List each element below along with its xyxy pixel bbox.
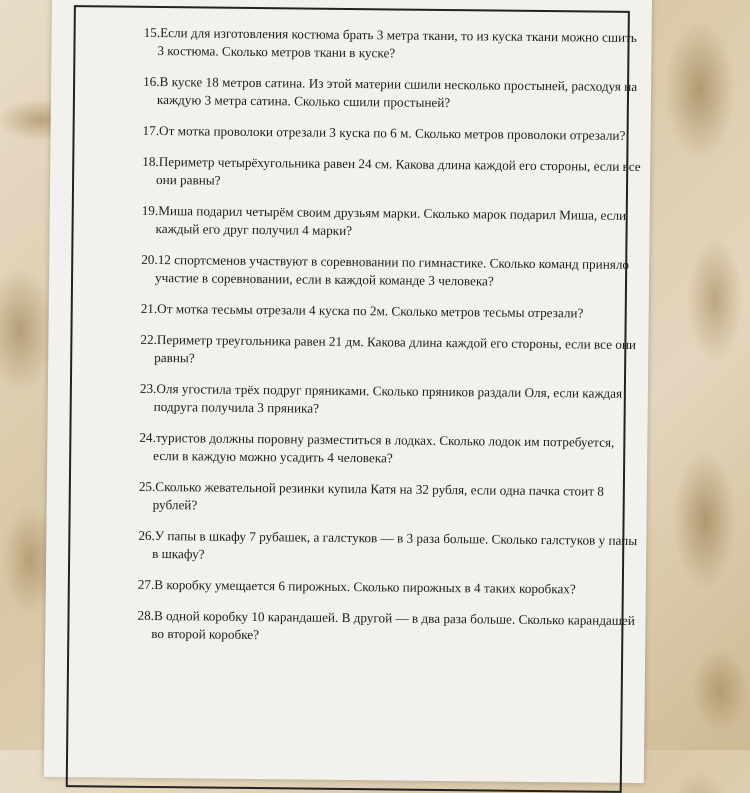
problem-21: 21.От мотка тесьмы отрезали 4 куска по 2м. Сколько метров тесьмы отрезали? (140, 300, 584, 321)
problem-28: 28.В одной коробку 10 карандашей. В другой — в два раза больше. Сколько карандашей во второй коробке? (137, 607, 635, 643)
problem-24: 24.туристов должны поровну разместиться в лодках. Сколько лодок им потребуется, если в каждую можно усадить 4 человека? (139, 429, 615, 466)
problem-22: 22.Периметр треугольника равен 21 дм. Какова длина каждой его стороны, если все они равны? (140, 331, 637, 366)
problem-15: 15.Если для изготовления костюма брать 3 метра ткани, то из куска ткани можно сшить 3 костюма. Сколько метров ткани в куске? (143, 24, 637, 61)
paper-sheet (44, 0, 652, 783)
problem-list (137, 24, 644, 661)
problem-27: 27.В коробку умещается 6 пирожных. Сколько пирожных в 4 таких коробках? (137, 576, 576, 597)
problem-17: 17.От мотка проволоки отрезали 3 куска по 6 м. Сколько метров проволоки отрезали? (142, 122, 626, 143)
problem-18: 18.Периметр четырёхугольника равен 24 см. Какова длина каждой его стороны, если все они равны? (142, 153, 641, 188)
problem-19: 19.Миша подарил четырём своим друзьям марки. Сколько марок подарил Миша, если каждый его друг получил 4 марки? (141, 202, 627, 239)
problem-25: 25.Сколько жевательной резинки купила Катя на 32 рубля, если одна пачка стоит 8 рублей? (138, 478, 604, 513)
problem-26: 26.У папы в шкафу 7 рубашек, а галстуков — в 3 раза больше. Сколько галстуков у папы в шкафу? (138, 527, 638, 562)
problem-20: 20.12 спортсменов участвуют в соревновании по гимнастике. Сколько команд приняло участие в соревновании, если в каждой команде 3 человека? (141, 251, 630, 289)
problem-16: 16.В куске 18 метров сатина. Из этой материи сшили несколько простыней, расходуя на каждую 3 метра сатина. Сколько сшили простыней? (143, 73, 638, 111)
problem-23: 23.Оля угостила трёх подруг пряниками. Сколько пряников раздали Оля, если каждая подруга получила 3 пряника? (139, 380, 623, 416)
